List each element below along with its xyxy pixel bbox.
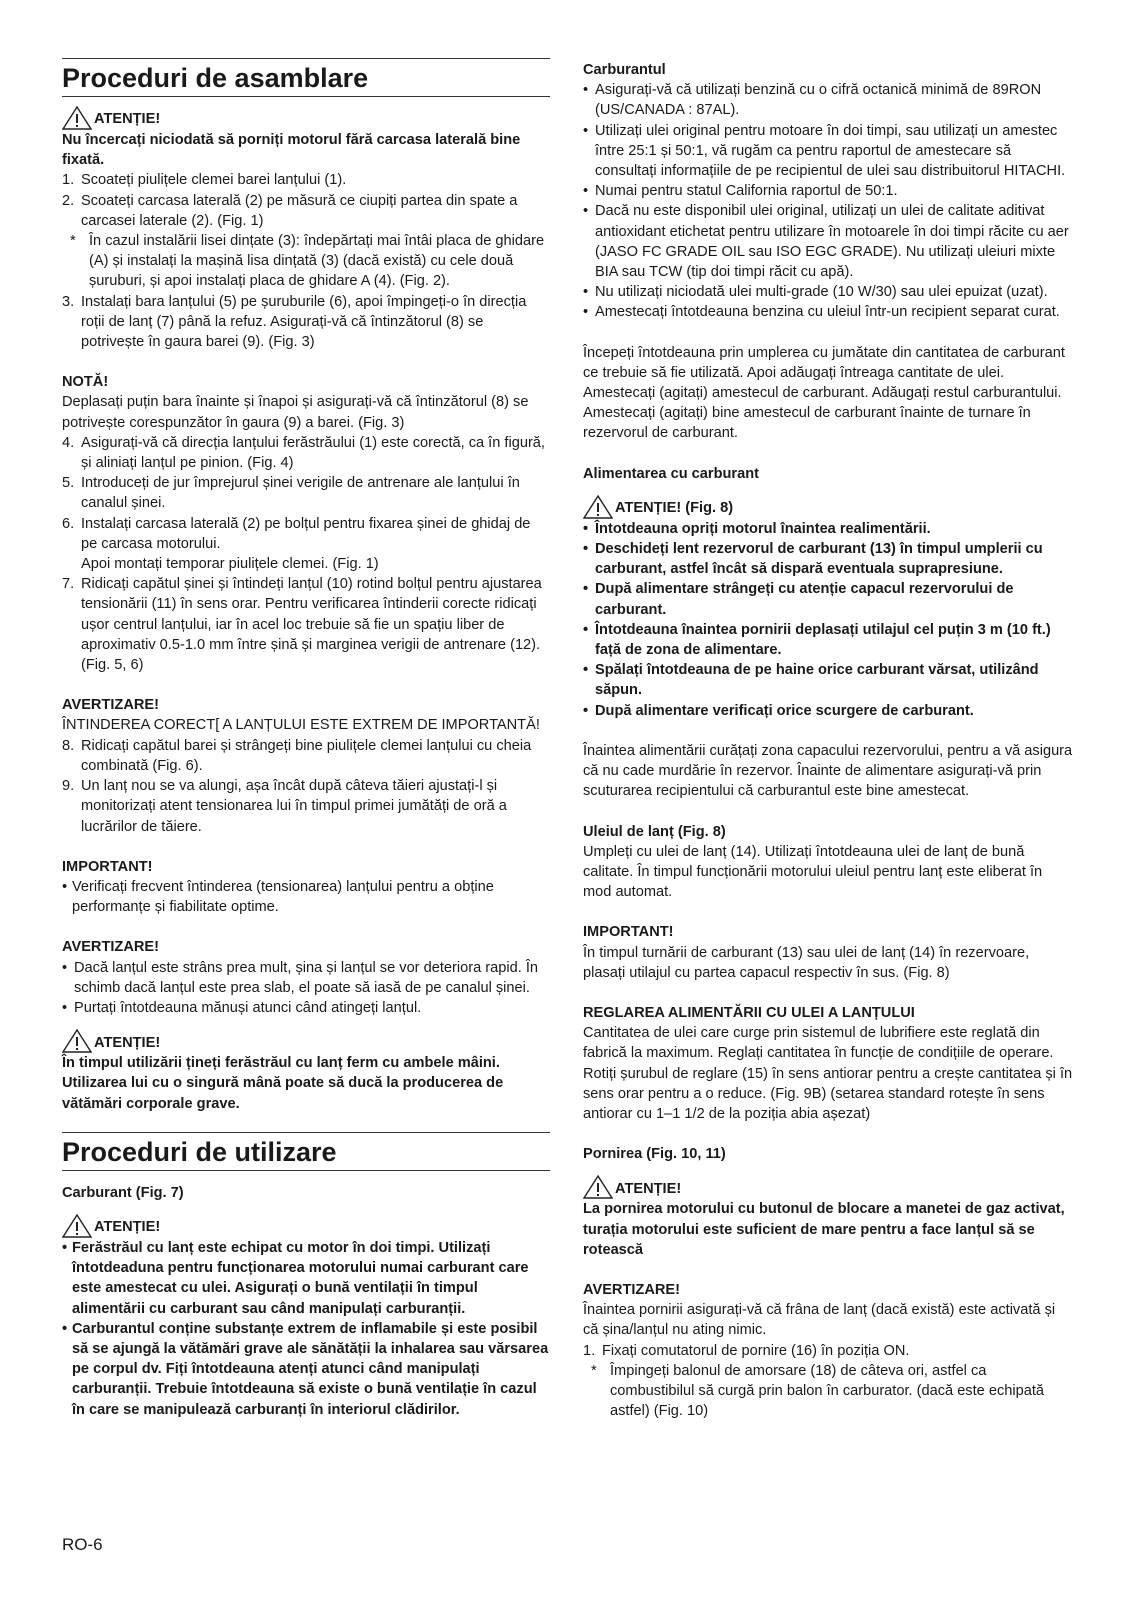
list-text: Asigurați-vă că utilizați benzină cu o cifră octanică minimă de 89RON (US/CANADA : 87AL). [595,82,1042,119]
list-text: Ferăstrăul cu lanț este echipat cu motor în doi timpi. Utilizați întotdeaduna pentru funcționarea motorului numai carburant care este amestecat cu ulei. Asigurați o bună ventilații în timpul alimentării cu carburant sau când manipulați carburanții. [72,1239,529,1317]
list-item [583,1361,1073,1422]
list-marker: • [583,702,589,719]
list-item [583,539,1073,579]
list-text: Ridicați capătul barei și strângeți bine piulițele clemei lanțului cu cheia combinată (Fig. 6). [81,737,532,774]
list-text: Carburantul conține substanțe extrem de inflamabile și este posibil să se ajungă la vătămări grave ale sănătății la inhalarea sau vărsarea pe corpul dv. Fiți întotdeauna atenți atunci când manipulați carburanții. Trebuie întotdeauna să existe o bună ventilație în cazul în care se manipulează carburanți în interiorul clădirilor. [72,1320,549,1418]
assembly-steps-2 [62,433,550,675]
warning-triangle-icon [583,495,613,519]
warning-text: În timpul utilizării țineți ferăstrăul cu lanț ferm cu ambele mâini. Utilizarea lui cu o singură mână poate să ducă la producerea de vătămări corporale grave. [62,1055,504,1112]
list-text: Amestecați întotdeauna benzina cu uleiul într-un recipient separat curat. [595,304,1060,321]
list-text: Dacă lanțul este strâns prea mult, șina și lanțul se vor deteriora rapid. În schimb dacă lanțul este prea slab, el poate să iasă de pe canalul șinei. [74,959,538,996]
warning-label: ATENȚIE! [94,1219,161,1236]
list-item [583,660,1073,700]
list-marker: • [583,541,589,558]
note-text: Deplasați puțin bara înainte și înapoi și asigurați-vă că întinzătorul (8) se potrivește corespunzător în gaura (9) a barei. (Fig. 3) [62,394,529,431]
list-item [62,877,550,917]
list-item [583,282,1073,302]
warning-heading [62,1032,550,1053]
oil-adjust-heading: REGLAREA ALIMENTĂRII CU ULEI A LANȚULUI [583,1004,915,1021]
section-title-assembly: Proceduri de asamblare [62,58,550,97]
list-text: Instalați carcasa laterală (2) pe bolțul pentru fixarea șinei de ghidaj de pe carcasa motorului. [81,515,531,552]
list-item [62,998,550,1018]
fuel-type-list [583,80,1073,322]
warning-heading [62,1217,550,1238]
warning-label: ATENȚIE! [615,1180,682,1197]
list-item [583,701,1073,721]
list-text: Verificați frecvent întinderea (tensionarea) lanțului pentru a obține performanțe și fiabilitate optime. [72,878,494,916]
list-item [62,170,550,190]
caution-label: AVERTIZARE! [62,939,160,956]
list-marker: • [62,1239,68,1256]
list-text: Spălați întotdeauna de pe haine orice carburant vărsat, utilizând săpun. [595,662,1039,699]
warning-text: La pornirea motorului cu butonul de blocare a manetei de gaz activat, turația motorului este suficient de mare pentru a face lanțul să se rotească [583,1201,1065,1258]
list-marker: • [62,999,68,1016]
list-item [62,433,550,473]
list-marker: • [583,284,589,301]
list-text: Împingeți balonul de amorsare (18) de câteva ori, astfel ca combustibilul să curgă prin balon în carburator. (dacă este echipată astfel) (Fig. 10) [610,1362,1045,1420]
note-label: NOTĂ! [62,374,109,391]
list-item [583,80,1073,120]
list-text: Întotdeauna opriți motorul înaintea realimentării. [595,520,931,537]
mixing-text: Începeți întotdeauna prin umplerea cu jumătate din cantitatea de carburant ce trebuie să fie utilizată. Apoi adăugați întreaga cantitate de ulei. Amestecați (agitați) amestecul de carburant. Adăugați restul carburantului. Amestecați (agitați) bine amestecul de carburant înainte de turnare în rezervorul de carburant. [583,344,1065,442]
refuel-heading: Alimentarea cu carburant [583,465,759,482]
list-marker: 1. [62,172,75,189]
list-marker: 6. [62,515,75,532]
list-marker: • [583,122,589,139]
list-item [583,620,1073,660]
list-marker: 9. [62,778,75,795]
important-label: IMPORTANT! [583,924,674,941]
list-marker: 5. [62,475,75,492]
list-item [62,473,550,513]
warning-text: Nu încercați niciodată să porniți motorul fără carcasa laterală bine fixată. [62,132,521,169]
refuel-warning-list [583,519,1073,721]
list-text: Un lanț nou se va alungi, așa încât după câteva tăieri ajustați-l și monitorizați atent tensionarea lui în timpul primei jumătăți de oră a lucrărilor de tăiere. [81,778,507,835]
list-marker: * [591,1362,597,1379]
list-item [583,121,1073,182]
warning-heading [583,1178,1073,1199]
caution-label: AVERTIZARE! [583,1281,681,1298]
list-text: După alimentare strângeți cu atenție capacul rezervorului de carburant. [595,581,1014,618]
list-text: Deschideți lent rezervorul de carburant (13) în timpul umplerii cu carburant, astfel încât să dispară eventuala suprapresiune. [595,541,1043,578]
list-text: După alimentare verificați orice scurgere de carburant. [595,702,974,719]
page-number: RO-6 [62,1535,103,1554]
chain-oil-text: Umpleți cu ulei de lanț (14). Utilizați întotdeauna ulei de lanț de bună calitate. În timpul funcționării motorului uleiul pentru lanț este eliberat în mod automat. [583,843,1043,901]
left-column [62,58,550,1420]
assembly-steps-1 [62,170,550,352]
chain-oil-heading: Uleiul de lanț (Fig. 8) [583,823,726,840]
warning-label: ATENȚIE! [94,111,161,128]
warning-heading [583,498,1073,519]
list-text: Scoateți piulițele clemei barei lanțului (1). [81,172,347,189]
oil-adjust-text: Cantitatea de ulei care curge prin sistemul de lubrifiere este reglată din fabrică la maximum. Reglați cantitatea în funcție de condițiile de operare. Rotiți șurubul de reglare (15) în sens antiorar pentru a crește cantitatea și în sens orar pentru a o reduce. (Fig. 9B) (setarea standard rotește în sens antiorar cu 1–1 1/2 de la poziția abia așezat) [583,1025,1073,1122]
list-marker: • [583,621,589,638]
list-marker: • [583,520,589,537]
list-marker: • [583,82,589,99]
list-item [583,519,1073,539]
list-marker: 1. [583,1342,596,1359]
fuel-heading: Carburant (Fig. 7) [62,1184,184,1201]
list-marker: • [583,304,589,321]
list-item [62,191,550,231]
list-item [583,579,1073,619]
warning-triangle-icon [583,1175,613,1199]
warning-heading [62,109,550,130]
list-text: Numai pentru statul California raportul de 50:1. [595,183,898,200]
list-text: Purtați întotdeauna mănuși atunci când atingeți lanțul. [74,999,422,1016]
list-item [62,1319,550,1420]
list-text: Instalați bara lanțului (5) pe șuruburile (6), apoi împingeți-o în direcția roții de lanț (7) până la refuz. Asigurați-vă că întinzătorul (8) se potrivește în gaura barei (9). (Fig. 3) [81,293,527,351]
list-text: Apoi montați temporar piulițele clemei. (Fig. 1) [81,556,379,573]
list-marker: • [62,959,68,976]
list-text: Întotdeauna înaintea pornirii deplasați utilajul cel puțin 3 m (10 ft.) față de zona de alimentare. [595,621,1051,659]
list-text: Dacă nu este disponibil ulei original, utilizați un ulei de calitate aditivat antioxidant etichetat pentru utilizare în motoarele în doi timpi răcite cu aer (JASO FC GRADE OIL sau ISO EGC GRADE). Nu utilizați uleiuri mixte BIA sau TCW (tip doi timpi răcit cu apă). [595,203,1069,281]
warning-triangle-icon [62,1214,92,1238]
list-marker: 7. [62,576,75,593]
starting-heading: Pornirea (Fig. 10, 11) [583,1146,726,1163]
list-item [583,1341,1073,1361]
fuel-type-heading: Carburantul [583,62,666,78]
list-marker: • [583,183,589,200]
list-text: Scoateți carcasa laterală (2) pe măsură ce ciupiți partea din spate a carcasei laterale (2). (Fig. 1) [81,192,518,229]
important-label: IMPORTANT! [62,858,153,875]
list-text: Asigurați-vă că direcția lanțului ferăstrăului (1) este corectă, ca în figură, și aliniați lanțul pe pinion. (Fig. 4) [81,434,545,472]
list-item [583,201,1073,282]
list-text: Ridicați capătul șinei și întindeți lanțul (10) rotind bolțul pentru ajustarea tensionării (11) în sens orar. Pentru verificarea întinderii corecte ridicați ușor centrul lanțului, iar în acel loc trebuie să fie un spațiu liber de aproximativ 0.5-1.0 mm între șină și marginea verigii de antrenare (12). (Fig. 5, 6) [81,576,542,674]
list-item [62,1238,550,1319]
list-item [62,958,550,998]
list-text: Fixați comutatorul de pornire (16) în poziția ON. [602,1342,910,1359]
list-item [62,292,550,353]
list-item [62,574,550,675]
caution-label: AVERTIZARE! [62,697,160,714]
list-text: Utilizați ulei original pentru motoare în doi timpi, sau utilizați un amestec între 25:1 și 50:1, vă rugăm ca pentru raportul de amestecare să consultați informațiile de pe recipientul de ulei sau distribuitorul HITACHI. [595,122,1066,180]
list-item [62,231,550,292]
warning-label: ATENȚIE! [94,1034,161,1051]
list-marker: * [70,233,76,250]
assembly-steps-3 [62,736,550,837]
list-item [583,181,1073,201]
list-marker: • [583,581,589,598]
warning-triangle-icon [62,106,92,130]
important-text: În timpul turnării de carburant (13) sau ulei de lanț (14) în rezervoare, plasați utilajul cu partea capacul respectiv în sus. (Fig. 8) [583,944,1030,981]
section-title-operation: Proceduri de utilizare [62,1132,550,1171]
list-item [62,776,550,837]
list-item [62,736,550,776]
warning-label: ATENȚIE! (Fig. 8) [615,500,734,517]
right-column [583,60,1073,1421]
list-text: În cazul instalării lisei dințate (3): îndepărtați mai întâi placa de ghidare (A) și instalați la mașină lisa dințată (3) (dacă există) cu cele două șuruburi, și apoi instalați placa de ghidare A (4). (Fig. 2). [89,233,545,290]
list-marker: • [583,203,589,220]
list-marker: 8. [62,737,75,754]
list-item [583,302,1073,322]
warning-triangle-icon [62,1029,92,1053]
list-text: Nu utilizați niciodată ulei multi-grade (10 W/30) sau ulei epuizat (uzat). [595,284,1048,301]
list-marker: • [583,662,589,679]
list-marker: • [62,1320,68,1337]
cleaning-text: Înaintea alimentării curățați zona capacului rezervorului, pentru a vă asigura că nu cade murdărie în rezervor. Înainte de alimentare asigurați-vă prin scuturarea recipientului că carburantul este bine amestecat. [583,742,1073,800]
list-item [62,514,550,554]
caution-text: ÎNTINDEREA CORECT[ A LANȚULUI ESTE EXTREM DE IMPORTANTĂ! [62,717,540,734]
list-text: Introduceți de jur împrejurul șinei verigile de antrenare ale lanțului în canalul șinei. [81,475,520,512]
list-marker: 3. [62,293,75,310]
caution-text: Înaintea pornirii asigurați-vă că frâna de lanț (dacă există) este activată și că șina/lanțul nu ating nimic. [583,1302,1056,1339]
list-item [62,554,550,574]
list-marker: 4. [62,434,75,451]
list-marker: • [62,878,68,895]
list-marker: 2. [62,192,75,209]
